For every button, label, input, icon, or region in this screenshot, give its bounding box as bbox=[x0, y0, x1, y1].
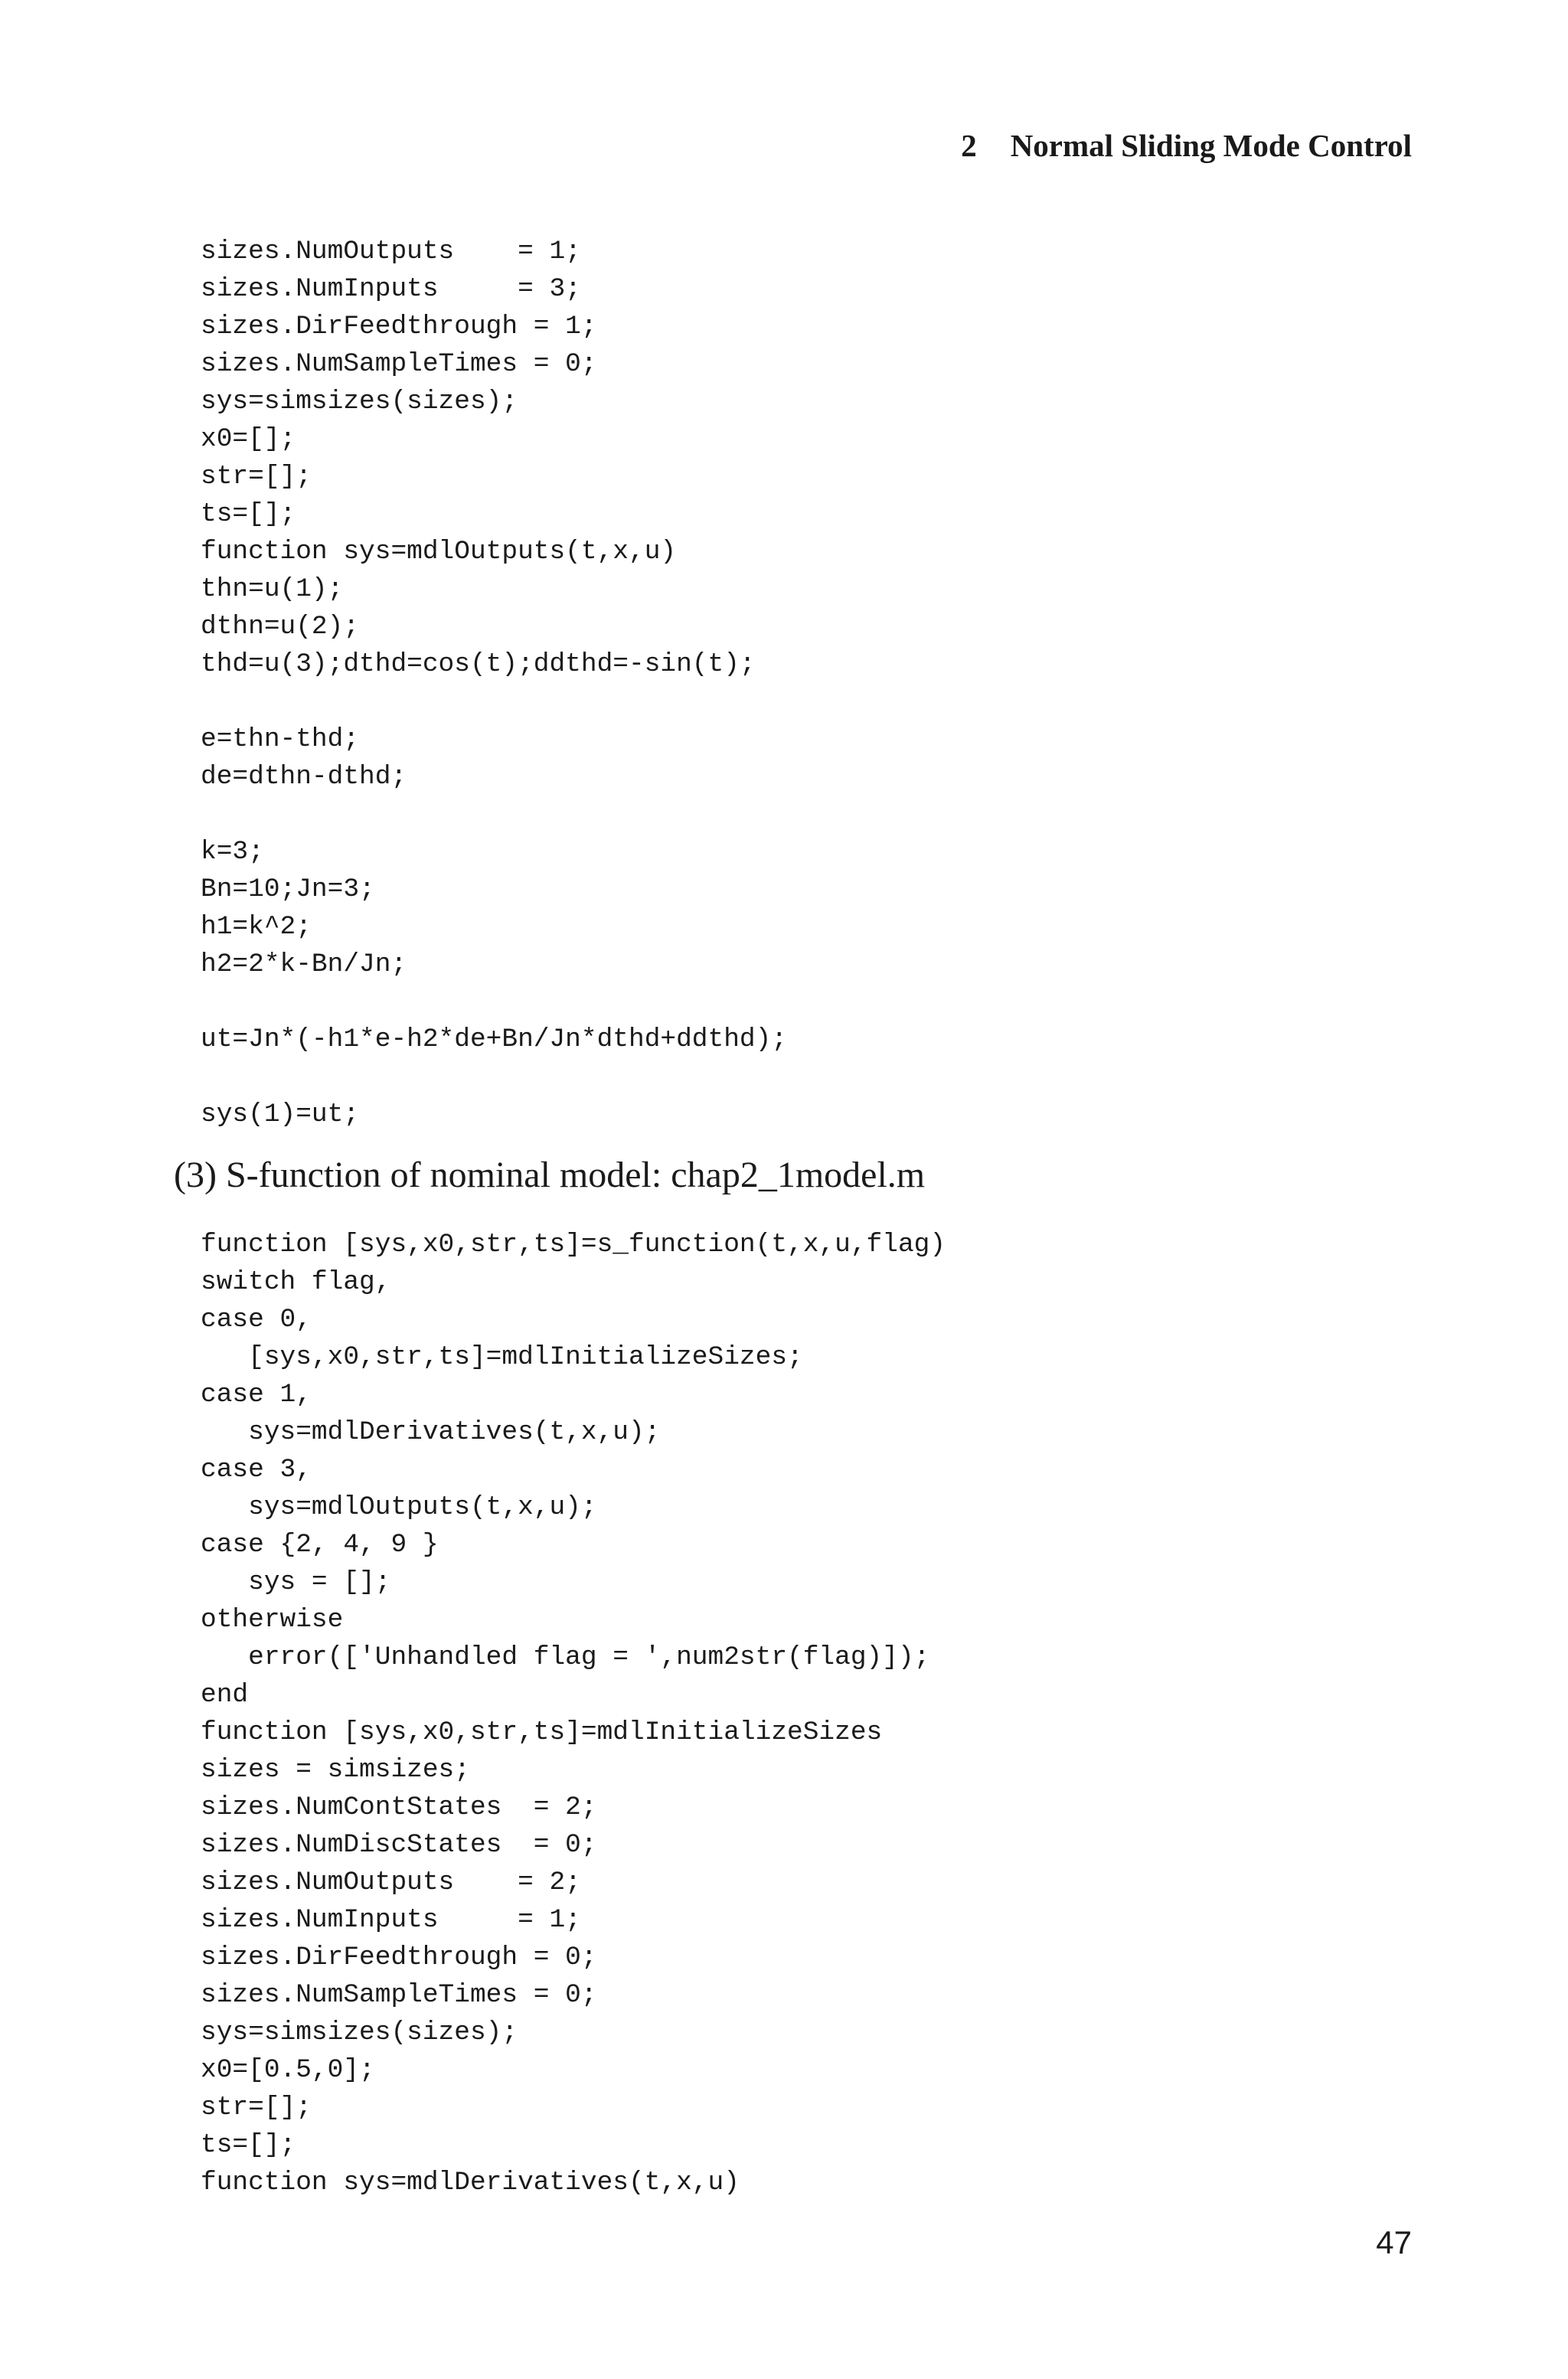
code-line: Bn=10;Jn=3; bbox=[201, 874, 375, 904]
code-line: x0=[0.5,0]; bbox=[201, 2055, 375, 2085]
code-line: dthn=u(2); bbox=[201, 612, 360, 642]
code-line bbox=[201, 983, 787, 1021]
running-head bbox=[961, 127, 1412, 164]
code-line: switch flag, bbox=[201, 1267, 391, 1297]
code-line bbox=[201, 1058, 787, 1096]
code-line: case 3, bbox=[201, 1455, 312, 1485]
code-line: thn=u(1); bbox=[201, 574, 344, 604]
code-line: sizes.NumSampleTimes = 0; bbox=[201, 349, 597, 379]
code-line: x0=[]; bbox=[201, 424, 296, 454]
page-number: 47 bbox=[1376, 2224, 1412, 2260]
code-line: sys(1)=ut; bbox=[201, 1100, 360, 1129]
code-line: sys=simsizes(sizes); bbox=[201, 387, 518, 417]
code-line: sys = []; bbox=[201, 1567, 391, 1597]
code-line: sizes.NumInputs = 1; bbox=[201, 1905, 581, 1935]
code-line: str=[]; bbox=[201, 2093, 312, 2122]
code-line: ts=[]; bbox=[201, 499, 296, 529]
code-line: sys=mdlOutputs(t,x,u); bbox=[201, 1492, 597, 1522]
code-line: sizes.NumOutputs = 1; bbox=[201, 237, 581, 266]
code-line: sizes.DirFeedthrough = 0; bbox=[201, 1943, 597, 1972]
code-line: k=3; bbox=[201, 837, 264, 867]
code-line: sizes.DirFeedthrough = 1; bbox=[201, 312, 597, 341]
code-line: sizes.NumSampleTimes = 0; bbox=[201, 1980, 597, 2010]
code-line: sys=simsizes(sizes); bbox=[201, 2018, 518, 2047]
code-line: otherwise bbox=[201, 1605, 344, 1635]
code-block-outputs bbox=[201, 233, 787, 1133]
code-line: sys=mdlDerivatives(t,x,u); bbox=[201, 1417, 661, 1447]
code-line: function [sys,x0,str,ts]=s_function(t,x,u,flag) bbox=[201, 1230, 946, 1260]
code-line: str=[]; bbox=[201, 462, 312, 492]
code-line bbox=[201, 683, 787, 721]
chapter-title: Normal Sliding Mode Control bbox=[1010, 128, 1412, 163]
code-block-nominal-model bbox=[201, 1226, 946, 2201]
code-line: error(['Unhandled flag = ',num2str(flag)]); bbox=[201, 1642, 930, 1672]
chapter-number: 2 bbox=[961, 128, 977, 163]
code-line: e=thn-thd; bbox=[201, 724, 360, 754]
section-heading: (3) S-function of nominal model: chap2_1model.m bbox=[174, 1155, 926, 1195]
code-line: h1=k^2; bbox=[201, 912, 312, 942]
code-line: thd=u(3);dthd=cos(t);ddthd=-sin(t); bbox=[201, 649, 756, 679]
code-line: [sys,x0,str,ts]=mdlInitializeSizes; bbox=[201, 1342, 803, 1372]
code-line bbox=[201, 796, 787, 833]
code-line: ut=Jn*(-h1*e-h2*de+Bn/Jn*dthd+ddthd); bbox=[201, 1024, 788, 1054]
code-line: function [sys,x0,str,ts]=mdlInitializeSizes bbox=[201, 1717, 883, 1747]
code-line: function sys=mdlOutputs(t,x,u) bbox=[201, 537, 677, 567]
code-line: sizes.NumDiscStates = 0; bbox=[201, 1830, 597, 1860]
code-line: case {2, 4, 9 } bbox=[201, 1530, 439, 1560]
code-line: case 0, bbox=[201, 1305, 312, 1335]
code-line: case 1, bbox=[201, 1380, 312, 1410]
code-line: sizes.NumOutputs = 2; bbox=[201, 1868, 581, 1897]
code-line: sizes.NumInputs = 3; bbox=[201, 274, 581, 304]
code-line: ts=[]; bbox=[201, 2130, 296, 2160]
code-line: end bbox=[201, 1680, 249, 1710]
code-line: function sys=mdlDerivatives(t,x,u) bbox=[201, 2168, 740, 2198]
code-line: h2=2*k-Bn/Jn; bbox=[201, 949, 407, 979]
code-line: sizes.NumContStates = 2; bbox=[201, 1792, 597, 1822]
code-line: de=dthn-dthd; bbox=[201, 762, 407, 792]
code-line: sizes = simsizes; bbox=[201, 1755, 470, 1785]
